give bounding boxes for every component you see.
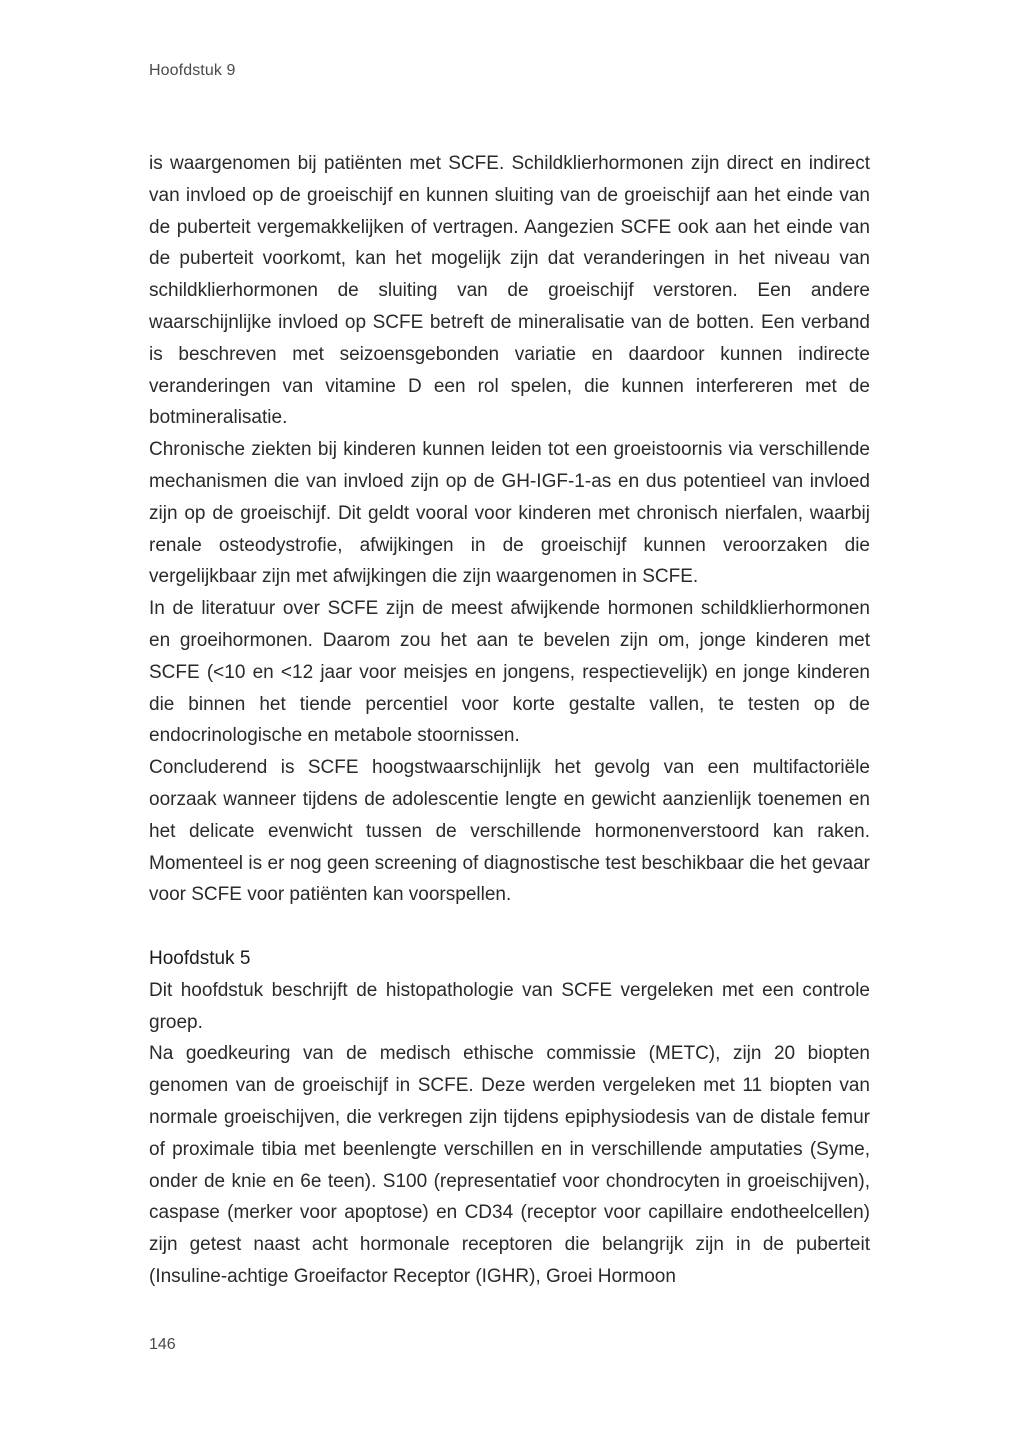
paragraph-literature: In de literatuur over SCFE zijn de meest afwijkende hormonen schildklierhormonen en groeihormonen. Daarom zou het aan te bevelen zijn om, jonge kinderen met SCFE (<10 en <12 jaar voor meisjes en jongens, respectievelijk) en jonge kinderen die binnen het tiende percentiel voor korte gestalte vallen, te testen op de endocrinologische en metabole stoornissen. [149, 598, 870, 747]
paragraph-chronic-disease: Chronische ziekten bij kinderen kunnen leiden tot een groeistoornis via verschillende mechanismen die van invloed zijn op de GH-IGF-1-as en dus potentieel van invloed zijn op de groeischijf. Dit geldt vooral voor kinderen met chronisch nierfalen, waarbij renale osteodystrofie, afwijkingen in de groeischijf kunnen veroorzaken die vergelijkbaar zijn met afwijkingen die zijn waargenomen in SCFE. [149, 439, 870, 588]
running-header: Hoofdstuk 9 [149, 62, 236, 79]
section-heading-chapter-5: Hoofdstuk 5 [149, 947, 251, 969]
paragraph-thyroid: is waargenomen bij patiënten met SCFE. Schildklierhormonen zijn direct en indirect van invloed op de groeischijf en kunnen sluiting van de groeischijf aan het einde van de puberteit vergemakkelijken of vertragen. Aangezien SCFE ook aan het einde van de puberteit voorkomt, kan het mogelijk zijn dat veranderingen in het niveau van schildklierhormonen de sluiting van de groeischijf verstoren. Een andere waarschijnlijke invloed op SCFE betreft de mineralisatie van de botten. Een verband is beschreven met seizoensgebonden variatie en daardoor kunnen indirecte veranderingen van vitamine D een rol spelen, die kunnen interfereren met de botmineralisatie. [149, 153, 870, 429]
paragraph-chapter-5-methods: Na goedkeuring van de medisch ethische commissie (METC), zijn 20 biopten genomen van de groeischijf in SCFE. Deze werden vergeleken met 11 biopten van normale groeischijven, die verkregen zijn tijdens epiphysiodesis van de distale femur of proximale tibia met beenlengte verschillen en in verschillende amputaties (Syme, onder de knie en 6e teen). S100 (representatief voor chondrocyten in groeischijven), caspase (merker voor apoptose) en CD34 (receptor voor capillaire endotheelcellen) zijn getest naast acht hormonale receptoren die belangrijk zijn in de puberteit (Insuline-achtige Groeifactor Receptor (IGHR), Groei Hormoon [149, 1043, 870, 1287]
paragraph-conclusion: Concluderend is SCFE hoogstwaarschijnlijk het gevolg van een multifactoriële oorzaak wanneer tijdens de adolescentie lengte en gewicht aanzienlijk toenemen en het delicate evenwicht tussen de verschillende hormonenverstoord kan raken. Momenteel is er nog geen screening of diagnostische test beschikbaar die het gevaar voor SCFE voor patiënten kan voorspellen. [149, 757, 870, 906]
page-number: 146 [149, 1336, 176, 1353]
body-text [149, 148, 870, 1293]
paragraph-chapter-5-intro: Dit hoofdstuk beschrijft de histopathologie van SCFE vergeleken met een controle groep. [149, 979, 870, 1033]
